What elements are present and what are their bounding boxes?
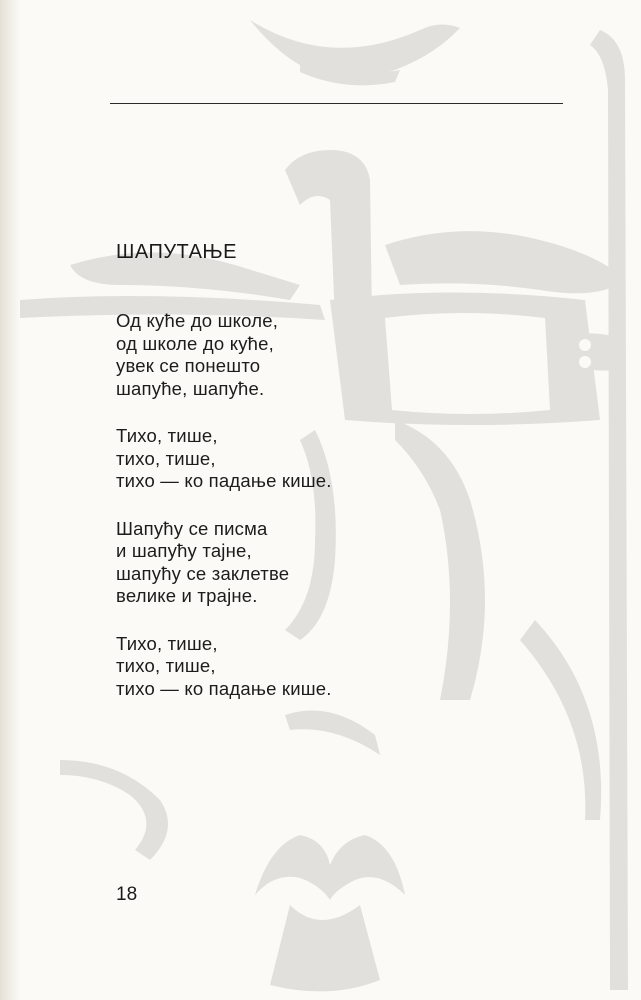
verse-line: увек се понешто [116, 355, 261, 376]
verse-line: тихо — ко падање кише. [116, 677, 332, 699]
verse-line: тихо — ко падање кише. [116, 470, 332, 491]
page-number: 18 [116, 884, 138, 905]
poem-body [116, 310, 332, 725]
verse-line: од школе до куће, [116, 332, 274, 354]
verse-line: шапућу се заклетве [116, 562, 290, 584]
stanza [116, 310, 332, 400]
verse-line: тихо, тише, [116, 655, 216, 676]
verse-line: Тихо, тише, [116, 632, 218, 654]
verse-line: Од куће до школе, [116, 310, 279, 331]
stanza [116, 633, 332, 701]
verse-line: шапуће, шапуће. [116, 377, 265, 399]
verse-line: велике и трајне. [116, 585, 258, 606]
verse-line: тихо, тише, [116, 447, 216, 469]
verse-line: и шапућу тајне, [116, 540, 252, 561]
stanza [116, 425, 332, 493]
verse-line: Шапућу се писма [116, 517, 268, 539]
verse-line: Тихо, тише, [116, 425, 218, 446]
stanza [116, 518, 332, 608]
header-rule [110, 103, 563, 104]
poem-title: ШАПУТАЊЕ [116, 241, 237, 263]
